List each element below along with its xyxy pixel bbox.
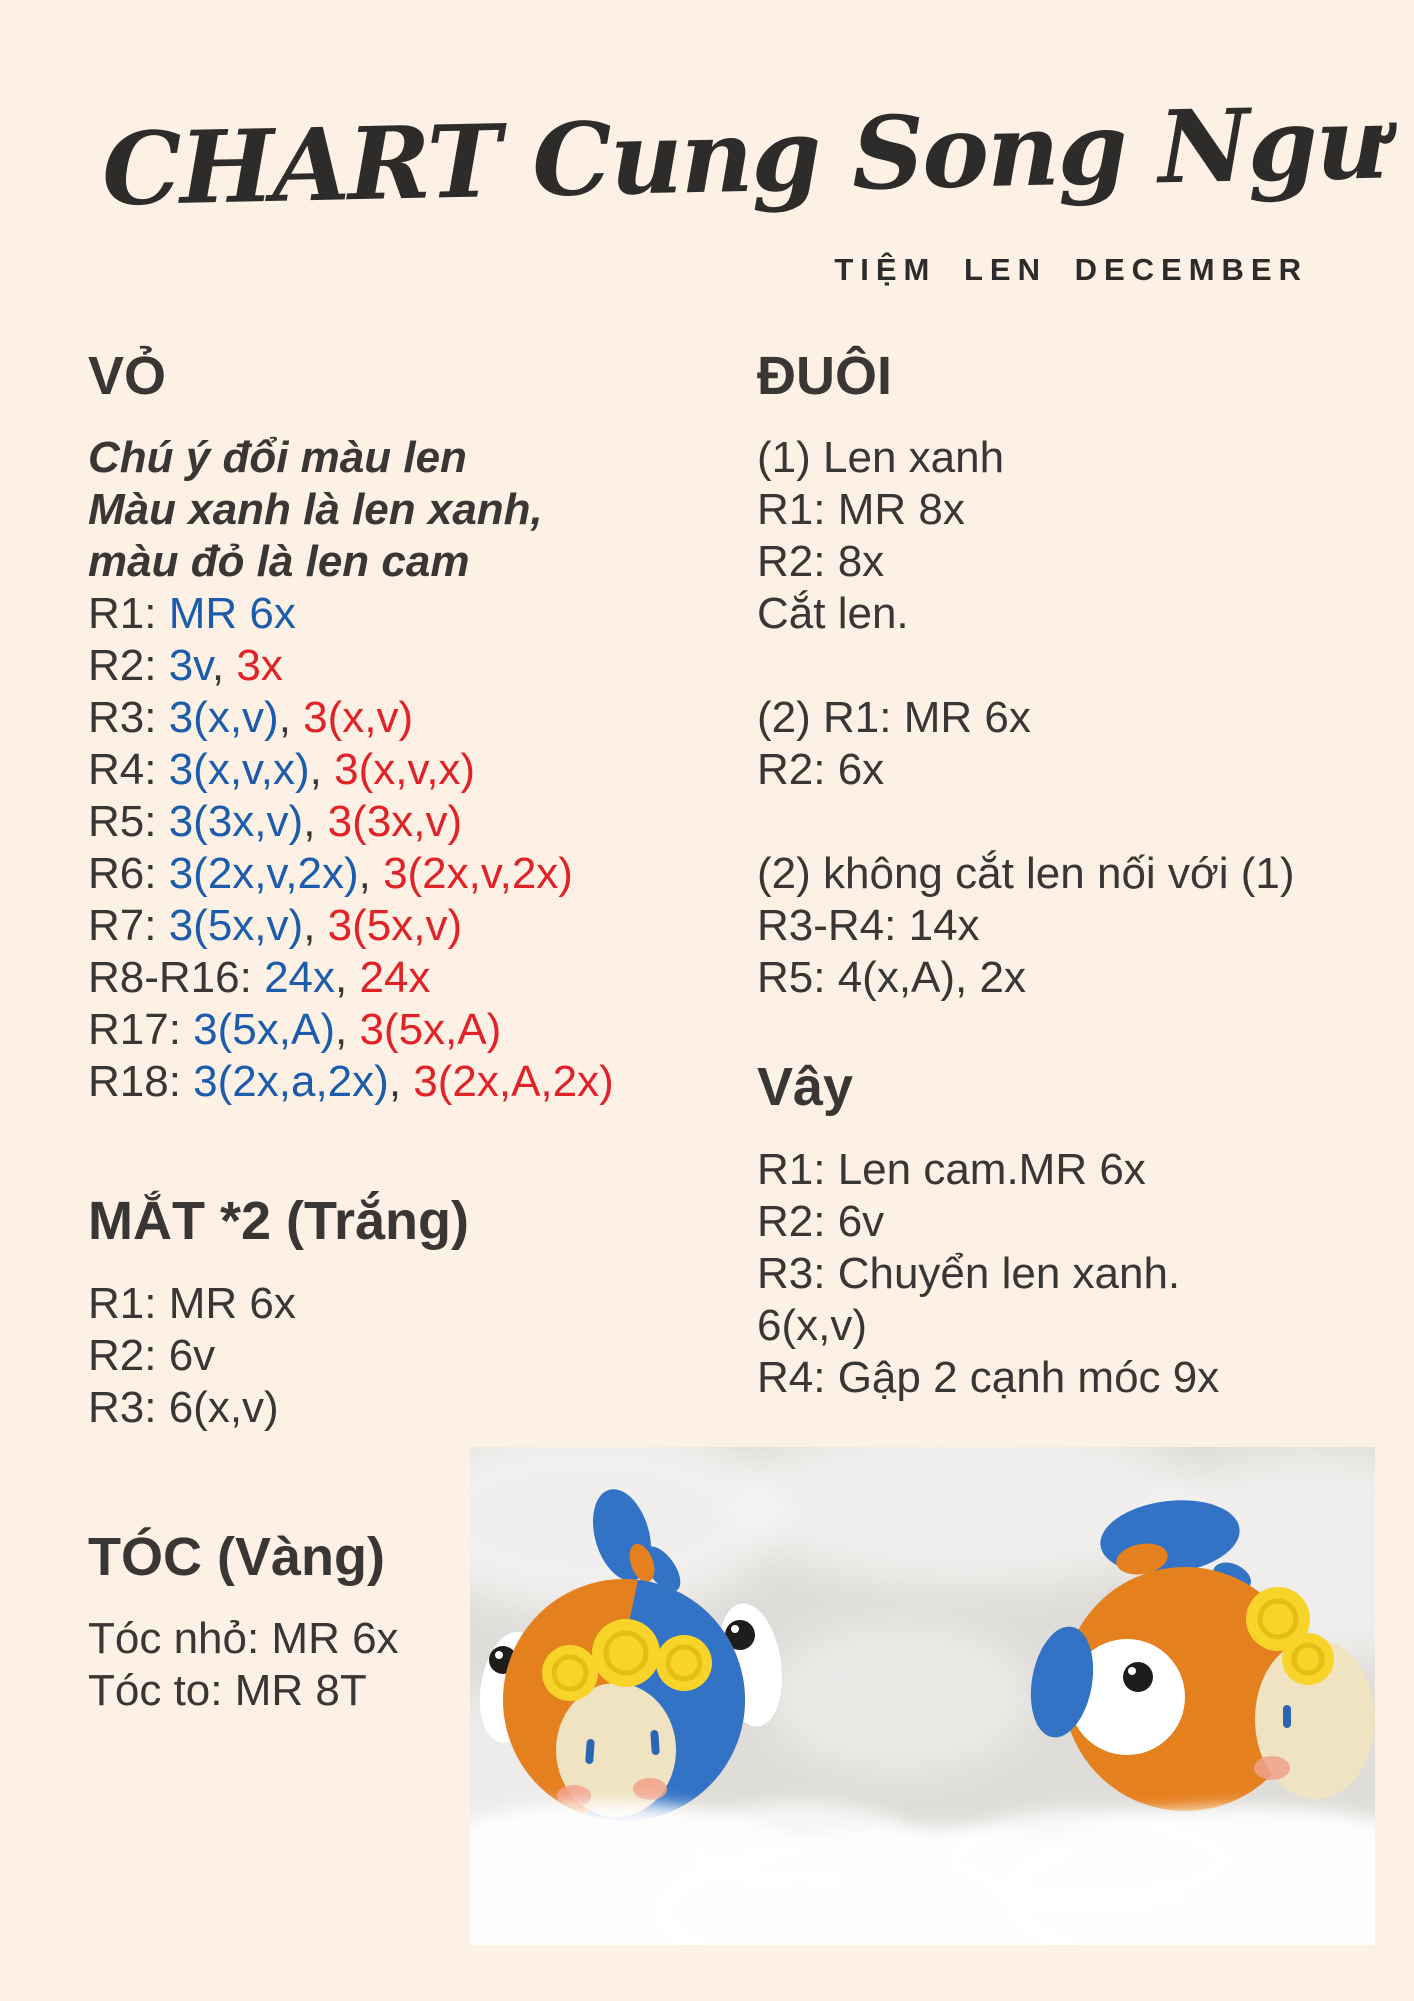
- pattern-line: [88, 952, 728, 1004]
- pattern-segment: 3(x,v,x): [168, 745, 310, 795]
- pattern-line: [88, 1056, 728, 1108]
- pattern-line: R2: 6v: [757, 1196, 885, 1246]
- pattern-segment: R2:: [88, 641, 169, 691]
- pattern-segment: R3:: [88, 693, 169, 743]
- pattern-line: [88, 640, 728, 692]
- color-change-note: [88, 432, 728, 588]
- pattern-line: 6(x,v): [757, 1300, 867, 1350]
- pattern-segment: 3(2x,A,2x): [413, 1057, 614, 1107]
- pattern-segment: R7:: [88, 901, 169, 951]
- pattern-line: R1: MR 8x: [757, 485, 965, 535]
- pattern-line: [88, 848, 728, 900]
- pattern-segment: R17:: [88, 1005, 194, 1055]
- pattern-line: Tóc to: MR 8T: [88, 1666, 367, 1716]
- pattern-segment: 3(x,v,x): [334, 745, 476, 795]
- pattern-line: [88, 900, 728, 952]
- page-title: CHART Cung Song Ngư: [100, 83, 1388, 229]
- pattern-segment: MR 6x: [168, 589, 296, 639]
- pattern-line: Màu xanh là len xanh,: [88, 485, 543, 535]
- pattern-line: Chú ý đổi màu len: [88, 433, 467, 483]
- pattern-line: R3: Chuyển len xanh.: [757, 1248, 1181, 1298]
- pattern-line: [88, 692, 728, 744]
- pattern-segment: 3(x,v): [303, 693, 414, 743]
- pattern-line: R3-R4: 14x: [757, 901, 980, 951]
- pattern-segment: ,: [303, 797, 328, 847]
- pattern-segment: ,: [335, 1005, 360, 1055]
- pattern-line: màu đỏ là len cam: [88, 537, 470, 587]
- pattern-line: R2: 6v: [88, 1330, 216, 1380]
- section-vo-heading: VỎ: [88, 346, 167, 406]
- pattern-line: [88, 588, 728, 640]
- pattern-segment: ,: [388, 1057, 414, 1107]
- section-toc-heading: TÓC (Vàng): [88, 1526, 385, 1587]
- pattern-line: R4: Gập 2 cạnh móc 9x: [757, 1352, 1220, 1402]
- pattern-segment: ,: [278, 693, 304, 743]
- section-mat: [88, 1192, 728, 1433]
- pattern-segment: 3(3x,v): [327, 797, 463, 847]
- pattern-line: R5: 4(x,A), 2x: [757, 953, 1026, 1003]
- duoi-rows: [757, 432, 1407, 1004]
- pattern-line: [757, 796, 1407, 848]
- vay-rows: [757, 1144, 1407, 1404]
- pattern-segment: R5:: [88, 797, 169, 847]
- pattern-line: (1) Len xanh: [757, 433, 1005, 483]
- pattern-line: [757, 640, 1407, 692]
- pattern-segment: 3(x,v): [168, 693, 279, 743]
- section-vo: [88, 347, 728, 1108]
- brand-subtitle: TIỆM LEN DECEMBER: [834, 252, 1308, 287]
- pattern-segment: R4:: [88, 745, 169, 795]
- pattern-segment: 3(5x,v): [168, 901, 304, 951]
- pattern-segment: ,: [309, 745, 335, 795]
- pattern-line: [88, 744, 728, 796]
- pattern-segment: 3(5x,A): [359, 1005, 502, 1055]
- pattern-line: R2: 8x: [757, 537, 885, 587]
- pattern-segment: 3(5x,A): [193, 1005, 335, 1055]
- pattern-segment: 3v: [168, 641, 212, 691]
- pattern-line: [88, 1004, 728, 1056]
- pattern-segment: R6:: [88, 849, 169, 899]
- mat-rows: [88, 1278, 728, 1434]
- section-vay: [757, 1058, 1407, 1403]
- pattern-line: [88, 796, 728, 848]
- pattern-line: (2) R1: MR 6x: [757, 693, 1031, 743]
- pattern-segment: 3x: [236, 641, 283, 691]
- pattern-segment: R8-R16:: [88, 953, 265, 1003]
- pattern-line: (2) không cắt len nối với (1): [757, 849, 1295, 899]
- pattern-line: R1: Len cam.MR 6x: [757, 1144, 1146, 1194]
- pattern-segment: ,: [303, 901, 328, 951]
- pattern-line: Cắt len.: [757, 589, 909, 639]
- pattern-segment: ,: [358, 849, 384, 899]
- vo-rows: [88, 588, 728, 1108]
- pattern-segment: R1:: [88, 589, 169, 639]
- pattern-segment: R18:: [88, 1057, 194, 1107]
- section-duoi-heading: ĐUÔI: [757, 346, 892, 406]
- pattern-line: Tóc nhỏ: MR 6x: [88, 1614, 399, 1664]
- pattern-line: R2: 6x: [757, 745, 885, 795]
- product-photo: [470, 1447, 1375, 1945]
- crochet-fish-photo: [470, 1447, 1375, 1945]
- section-vay-heading: Vây: [757, 1057, 854, 1118]
- section-mat-heading: MẮT *2 (Trắng): [88, 1191, 470, 1252]
- pattern-line: R3: 6(x,v): [88, 1382, 279, 1432]
- pattern-segment: ,: [211, 641, 237, 691]
- pattern-segment: 3(3x,v): [168, 797, 304, 847]
- pattern-segment: 3(2x,v,2x): [383, 849, 573, 899]
- pattern-segment: 24x: [359, 953, 431, 1003]
- pattern-segment: 3(5x,v): [327, 901, 463, 951]
- pattern-segment: 3(2x,v,2x): [168, 849, 359, 899]
- right-column: [757, 347, 1407, 1404]
- right-fish-eye: [1123, 1662, 1153, 1692]
- pattern-segment: 3(2x,a,2x): [193, 1057, 389, 1107]
- pattern-segment: ,: [335, 953, 360, 1003]
- section-duoi: [757, 347, 1407, 1004]
- pattern-segment: 24x: [264, 953, 336, 1003]
- pattern-line: R1: MR 6x: [88, 1278, 296, 1328]
